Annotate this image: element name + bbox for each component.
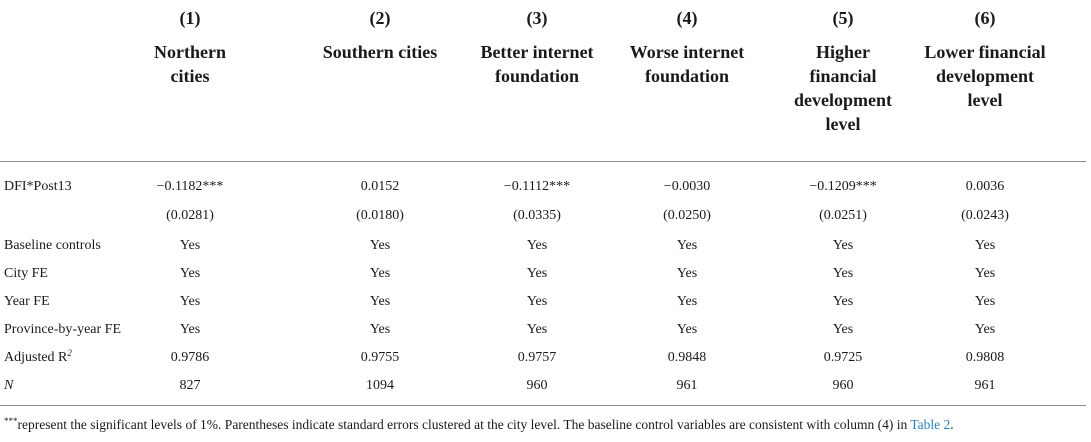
column-title <box>612 40 762 88</box>
column-title-line: level <box>825 114 861 134</box>
table-cell: Yes <box>974 294 996 309</box>
table-cell: Yes <box>676 238 698 253</box>
table-cell: 0.9757 <box>517 350 557 365</box>
table-cell: Yes <box>974 322 996 337</box>
table-cell: Yes <box>676 294 698 309</box>
row-label: City FE <box>4 266 48 281</box>
column-number: (1) <box>179 8 201 28</box>
column-title-line: financial <box>809 66 877 86</box>
table-cell: (0.0180) <box>356 208 404 223</box>
table-cell: Yes <box>832 238 854 253</box>
column-number: (5) <box>832 8 854 28</box>
column-title <box>915 40 1055 112</box>
column-title-line: level <box>967 90 1003 110</box>
table-cell: 0.9786 <box>170 350 210 365</box>
row-label: Year FE <box>4 294 50 309</box>
table-cell: Yes <box>676 266 698 281</box>
footnote-marker: *** <box>4 416 18 426</box>
table-cell: 0.0152 <box>360 179 400 194</box>
row-label-superscript: 2 <box>67 348 72 358</box>
column-title-line: Worse internet <box>629 42 745 62</box>
table-cell: Yes <box>179 266 201 281</box>
row-label: N <box>4 378 14 393</box>
column-number: (2) <box>369 8 391 28</box>
column-title <box>778 40 908 136</box>
footnote-text: represent the significant levels of 1%. Parentheses indicate standard errors clustered at the city level. The baseline control variables are consistent with column (4) in <box>17 417 911 432</box>
table-cell: Yes <box>526 266 548 281</box>
row-label-text: Adjusted R <box>4 350 68 365</box>
table-cell: Yes <box>526 322 548 337</box>
table-2-link[interactable]: Table 2 <box>910 417 951 432</box>
table-cell: Yes <box>832 266 854 281</box>
bottom-rule <box>0 405 1086 406</box>
table-cell: −0.1182*** <box>156 179 224 194</box>
table-cell: 0.9848 <box>667 350 707 365</box>
table-cell: −0.0030 <box>663 179 711 194</box>
column-title-line: foundation <box>644 66 730 86</box>
column-title-line: development <box>794 90 892 110</box>
table-cell: Yes <box>676 322 698 337</box>
table-cell: (0.0335) <box>513 208 561 223</box>
column-number: (6) <box>974 8 996 28</box>
table-cell: −0.1112*** <box>503 179 571 194</box>
table-cell: Yes <box>369 266 391 281</box>
table-cell: 960 <box>832 378 854 393</box>
column-title-line: cities <box>170 66 210 86</box>
table-cell: Yes <box>369 294 391 309</box>
table-cell: 961 <box>974 378 996 393</box>
table-footnote <box>4 416 954 434</box>
table-cell: −0.1209*** <box>809 179 877 194</box>
table-cell: 827 <box>179 378 201 393</box>
table-cell: 960 <box>526 378 548 393</box>
header-rule <box>0 161 1086 162</box>
column-title-line: Higher <box>816 42 870 62</box>
row-label <box>4 349 72 367</box>
table-cell: Yes <box>369 238 391 253</box>
footnote-end: . <box>950 417 954 432</box>
table-cell: Yes <box>526 294 548 309</box>
table-cell: 0.9808 <box>965 350 1005 365</box>
column-title <box>130 40 250 88</box>
table-cell: Yes <box>974 238 996 253</box>
table-cell: (0.0243) <box>961 208 1009 223</box>
table-cell: Yes <box>526 238 548 253</box>
table-cell: Yes <box>832 294 854 309</box>
column-title-line: foundation <box>494 66 580 86</box>
table-cell: 1094 <box>366 378 394 393</box>
column-title <box>300 40 460 64</box>
column-title-line: Southern cities <box>322 42 438 62</box>
column-title-line: development <box>936 66 1034 86</box>
table-cell: Yes <box>832 322 854 337</box>
column-title <box>462 40 612 88</box>
row-label: Baseline controls <box>4 238 101 253</box>
table-cell: Yes <box>369 322 391 337</box>
column-title-line: Northern <box>154 42 226 62</box>
column-number: (4) <box>676 8 698 28</box>
column-title-line: Better internet <box>480 42 594 62</box>
table-cell: 0.9725 <box>823 350 863 365</box>
table-cell: 0.0036 <box>965 179 1005 194</box>
table-cell: 961 <box>676 378 698 393</box>
row-label: DFI*Post13 <box>4 179 72 194</box>
table-cell: Yes <box>179 322 201 337</box>
table-cell: (0.0251) <box>819 208 867 223</box>
table-cell: Yes <box>179 238 201 253</box>
table-cell: 0.9755 <box>360 350 400 365</box>
table-cell: (0.0250) <box>663 208 711 223</box>
table-cell: (0.0281) <box>166 208 214 223</box>
column-number: (3) <box>526 8 548 28</box>
column-title-line: Lower financial <box>924 42 1046 62</box>
table-cell: Yes <box>179 294 201 309</box>
table-cell: Yes <box>974 266 996 281</box>
row-label: Province-by-year FE <box>4 322 122 337</box>
